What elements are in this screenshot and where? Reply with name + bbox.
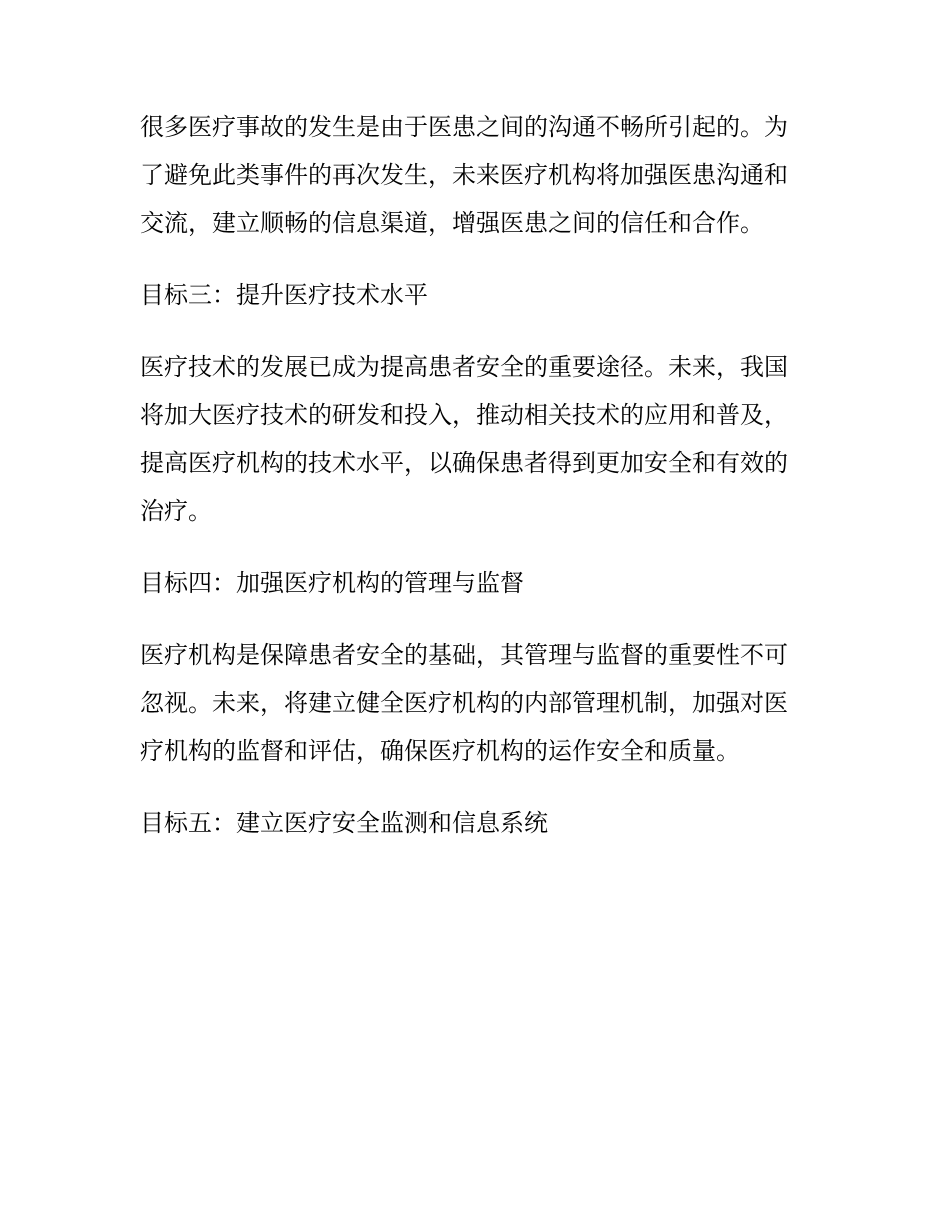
paragraph-line: 医疗机构是保障患者安全的基础，其管理与监督的重要性不可 bbox=[140, 641, 788, 669]
paragraph-management-supervision bbox=[140, 631, 812, 775]
section-heading-goal-5 bbox=[140, 799, 812, 847]
paragraph-communication bbox=[140, 103, 812, 247]
document-body bbox=[140, 103, 812, 871]
section-heading-goal-3 bbox=[140, 271, 812, 319]
paragraph-line: 很多医疗事故的发生是由于医患之间的沟通不畅所引起的。为 bbox=[140, 113, 788, 141]
paragraph-line: 忽视。未来，将建立健全医疗机构的内部管理机制，加强对医 bbox=[140, 689, 788, 717]
heading-text: 目标三：提升医疗技术水平 bbox=[140, 281, 428, 309]
paragraph-line: 了避免此类事件的再次发生，未来医疗机构将加强医患沟通和 bbox=[140, 161, 788, 189]
section-heading-goal-4 bbox=[140, 559, 812, 607]
paragraph-line: 医疗技术的发展已成为提高患者安全的重要途径。未来，我国 bbox=[140, 353, 788, 381]
paragraph-medical-technology bbox=[140, 343, 812, 535]
paragraph-line: 将加大医疗技术的研发和投入，推动相关技术的应用和普及， bbox=[140, 401, 788, 429]
paragraph-line: 治疗。 bbox=[140, 497, 212, 525]
heading-text: 目标五：建立医疗安全监测和信息系统 bbox=[140, 809, 548, 837]
paragraph-line: 交流，建立顺畅的信息渠道，增强医患之间的信任和合作。 bbox=[140, 209, 764, 237]
heading-text: 目标四：加强医疗机构的管理与监督 bbox=[140, 569, 524, 597]
paragraph-line: 提高医疗机构的技术水平，以确保患者得到更加安全和有效的 bbox=[140, 449, 788, 477]
paragraph-line: 疗机构的监督和评估，确保医疗机构的运作安全和质量。 bbox=[140, 737, 740, 765]
